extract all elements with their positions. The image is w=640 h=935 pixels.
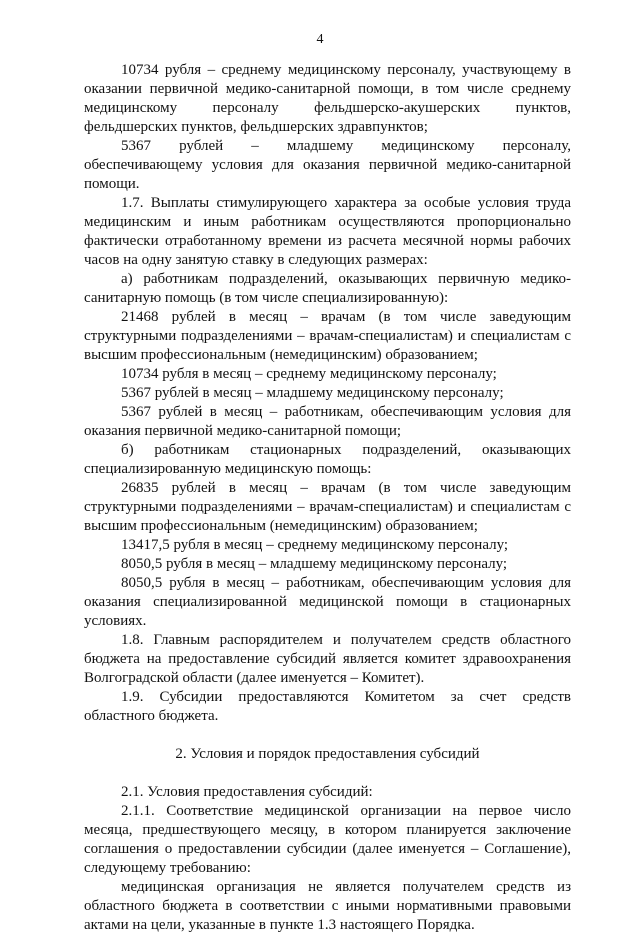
- paragraph-11: 13417,5 рубля в месяц – среднему медицинскому персоналу;: [121, 537, 509, 553]
- paragraph-12: 8050,5 рубля в месяц – младшему медицинскому персоналу;: [121, 556, 508, 572]
- section-paragraph-1: 2.1. Условия предоставления субсидий:: [121, 784, 373, 800]
- section-paragraph-3: медицинская организация не является получателем средств из областного бюджета в соответствии с иными нормативными правовыми актами на цели, указанные в пункте 1.3 настоящего Порядка.: [84, 879, 571, 933]
- paragraph-1: 10734 рубля – среднему медицинскому персоналу, участвующему в оказании первичной медико-санитарной помощи, в том числе среднему медицинскому персоналу фельдшерско-акушерских пунктов, фельдшерских пунктов, фельдшерских здравпунктов;: [84, 62, 571, 135]
- paragraph-10: 26835 рублей в месяц – врачам (в том числе заведующим структурными подразделениями – врачам-специалистам) и специалистам с высшим профессиональным (немедицинским) образованием;: [84, 480, 571, 534]
- paragraph-15: 1.9. Субсидии предоставляются Комитетом за счет средств областного бюджета.: [84, 689, 571, 724]
- paragraph-3: 1.7. Выплаты стимулирующего характера за особые условия труда медицинским и иным работникам осуществляются пропорционально фактически отработанному времени из расчета месячной нормы рабочих часов на одну занятую ставку в следующих размерах:: [84, 195, 571, 268]
- section-heading: 2. Условия и порядок предоставления субсидий: [175, 746, 480, 762]
- paragraph-9: б) работникам стационарных подразделений, оказывающих специализированную медицинскую помощь:: [84, 442, 571, 477]
- paragraph-5: 21468 рублей в месяц – врачам (в том числе заведующим структурными подразделениями – врачам-специалистам) и специалистам с высшим профессиональным (немедицинским) образованием;: [84, 309, 571, 363]
- paragraph-6: 10734 рубля в месяц – среднему медицинскому персоналу;: [121, 366, 497, 382]
- document-body: [84, 61, 571, 935]
- page-number: 4: [316, 32, 324, 47]
- paragraph-14: 1.8. Главным распорядителем и получателем средств областного бюджета на предоставление субсидий является комитет здравоохранения Волгоградской области (далее именуется – Комитет).: [84, 632, 571, 686]
- paragraph-2: 5367 рублей – младшему медицинскому персоналу, обеспечивающему условия для оказания первичной медико-санитарной помощи.: [84, 138, 571, 192]
- paragraph-7: 5367 рублей в месяц – младшему медицинскому персоналу;: [121, 385, 504, 401]
- paragraph-4: а) работникам подразделений, оказывающих первичную медико-санитарную помощь (в том числе специализированную):: [84, 271, 571, 306]
- section-paragraph-2: 2.1.1. Соответствие медицинской организации на первое число месяца, предшествующего месяцу, в котором планируется заключение соглашения о предоставлении субсидии (далее именуется – Соглашение), следующему требованию:: [84, 803, 571, 876]
- paragraph-8: 5367 рублей в месяц – работникам, обеспечивающим условия для оказания первичной медико-санитарной помощи;: [84, 404, 571, 439]
- paragraph-13: 8050,5 рубля в месяц – работникам, обеспечивающим условия для оказания специализированной медицинской помощи в стационарных условиях.: [84, 575, 571, 629]
